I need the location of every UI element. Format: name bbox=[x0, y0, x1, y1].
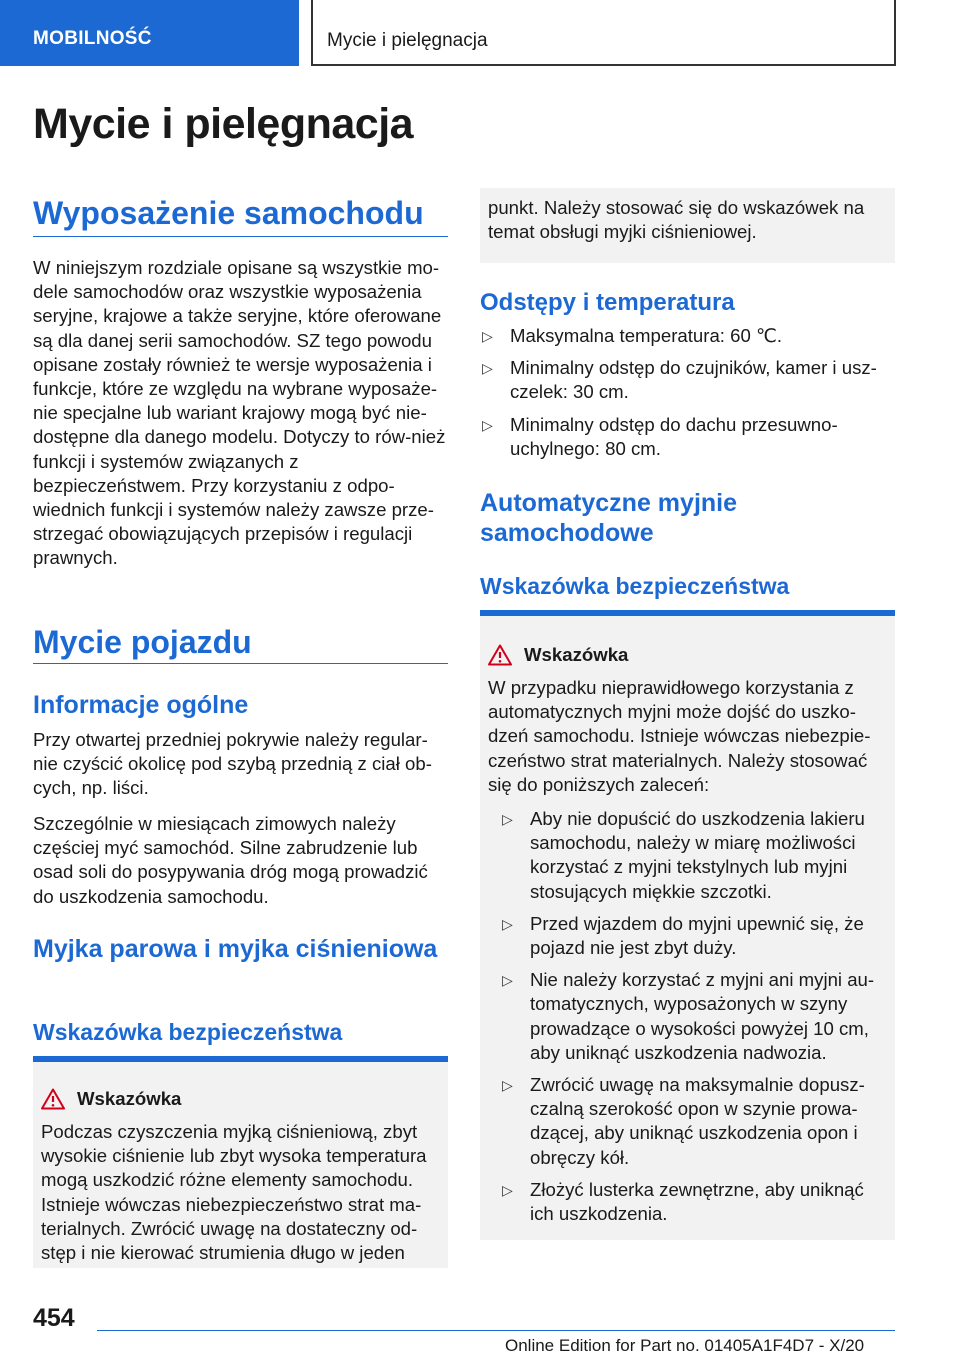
safety-note-heading-right: Wskazówka bezpieczeństwa bbox=[480, 573, 790, 599]
list-item: ▷ Aby nie dopuścić do uszkodzenia lakieru samochodu, należy w miarę możliwości korzystać z myjni tekstylnych lub myjni stosujących miękkie szczotki. bbox=[502, 808, 865, 902]
section-heading-equipment: Wyposażenie samochodu bbox=[33, 195, 448, 237]
warning-header bbox=[41, 1088, 440, 1110]
subheading-pressure-washer: Myjka parowa i myjka ciśnieniowa bbox=[33, 935, 438, 963]
distances-list bbox=[480, 324, 895, 469]
subheading-general-info: Informacje ogólne bbox=[33, 691, 249, 719]
triangle-bullet-icon: ▷ bbox=[482, 360, 493, 377]
section-tab bbox=[0, 0, 299, 66]
footer-edition: Online Edition for Part no. 01405A1F4D7 - X/20 bbox=[505, 1336, 865, 1355]
list-item: ▷ Maksymalna temperatura: 60 ℃. bbox=[480, 324, 895, 348]
warning-label: Wskazówka bbox=[524, 644, 629, 665]
list-item: ▷ Złożyć lusterka zewnętrzne, aby uniknąć ich uszkodzenia. bbox=[502, 1178, 864, 1225]
list-item: ▷ Nie należy korzystać z myjni ani myjni au-tomatycznych, wyposażonych w szyny prowadzące o wysokości powyżej 10 cm, aby uniknąć uszkodzenia nadwozia. bbox=[502, 969, 875, 1063]
car-wash-list bbox=[488, 807, 887, 1226]
triangle-bullet-icon: ▷ bbox=[502, 811, 513, 828]
triangle-bullet-icon: ▷ bbox=[502, 915, 513, 932]
triangle-bullet-icon: ▷ bbox=[502, 1077, 513, 1094]
triangle-bullet-icon: ▷ bbox=[482, 328, 493, 344]
general-info-paragraph-2: Szczególnie w miesiącach zimowych należy częściej myć samochód. Silne zabrudzenie lub osad soli do posypywania dróg mogą prowadzić do uszkodzenia samochodu. bbox=[33, 813, 428, 907]
subheading-distances: Odstępy i temperatura bbox=[480, 289, 735, 316]
general-info-paragraph-1: Przy otwartej przedniej pokrywie należy regular-nie czyścić okolicę pod szybą przednią z ciał ob-cych, np. liści. bbox=[33, 729, 432, 799]
triangle-bullet-icon: ▷ bbox=[502, 1181, 513, 1198]
warning-box-left bbox=[33, 1056, 448, 1268]
section-heading-washing: Mycie pojazdu bbox=[33, 624, 448, 664]
triangle-bullet-icon: ▷ bbox=[502, 972, 513, 989]
warning-header bbox=[488, 644, 887, 666]
warning-box-continued bbox=[480, 188, 895, 263]
page-title: Mycie i pielęgnacja bbox=[33, 100, 414, 148]
warning-triangle-icon bbox=[488, 644, 512, 666]
warning-text-continued: punkt. Należy stosować się do wskazówek na temat obsługi myjki ciśnieniowej. bbox=[488, 197, 865, 243]
warning-text-left: Podczas czyszczenia myjką ciśnieniową, zbyt wysokie ciśnienie lub zbyt wysoka temperatura mogą uszkodzić różne elementy samochodu. Istnieje wówczas niebezpieczeństwo strat ma-terialnych. Zwrócić uwagę na dostateczny od-stęp i nie kierować strumienia długo w jeden bbox=[41, 1121, 427, 1264]
list-item: ▷ Przed wjazdem do myjni upewnić się, że pojazd nie jest zbyt duży. bbox=[502, 912, 864, 959]
footer-rule bbox=[97, 1330, 895, 1331]
list-item: ▷ Minimalny odstęp do czujników, kamer i usz-czelek: 30 cm. bbox=[482, 357, 877, 403]
chapter-label: Mycie i pielęgnacja bbox=[327, 30, 488, 51]
warning-text-right: W przypadku nieprawidłowego korzystania z automatycznych myjni może dojść do uszko-dzeń samochodu. Istnieje wówczas niebezpie-czeństwo strat materialnych. Należy stosować się do poniższych zaleceń: bbox=[488, 677, 871, 795]
list-item: ▷ Zwrócić uwagę na maksymalnie dopusz-czalną szerokość opon w szynie prowa-dzącej, aby uniknąć uszkodzenia opon i obręczy kół. bbox=[502, 1074, 865, 1168]
triangle-bullet-icon: ▷ bbox=[482, 416, 493, 433]
equipment-paragraph: W niniejszym rozdziale opisane są wszystkie mo-dele samochodów oraz wszystkie wyposażenia seryjne, krajowe a także seryjne, które oferowane są dla danej serii samochodów. SZ tego powodu opisane zostały również te wersje wyposażenia i funkcje, które ze względu na wybrane wyposaże-nie specjalne lub wariant krajowy mogą być nie-dostępne dla danego modelu. Dotyczy to rów-nież funkcji i systemów związanych z bezpieczeństwem. Przy korzystaniu z odpo-wiednich funkcji i systemów należy zawsze prze-strzegać obowiązujących przepisów i regulacji prawnych. bbox=[33, 257, 446, 569]
section-label: MOBILNOŚĆ bbox=[33, 28, 152, 49]
subheading-car-wash: Automatyczne myjnie samochodowe bbox=[480, 489, 738, 547]
page-number: 454 bbox=[33, 1304, 75, 1332]
warning-triangle-icon bbox=[41, 1088, 65, 1110]
chapter-tab bbox=[311, 0, 896, 66]
warning-box-right bbox=[480, 610, 895, 1240]
list-item: ▷ Minimalny odstęp do dachu przesuwno-uchylnego: 80 cm. bbox=[482, 413, 838, 459]
safety-note-heading-left: Wskazówka bezpieczeństwa bbox=[33, 1019, 343, 1045]
warning-label: Wskazówka bbox=[77, 1088, 182, 1109]
